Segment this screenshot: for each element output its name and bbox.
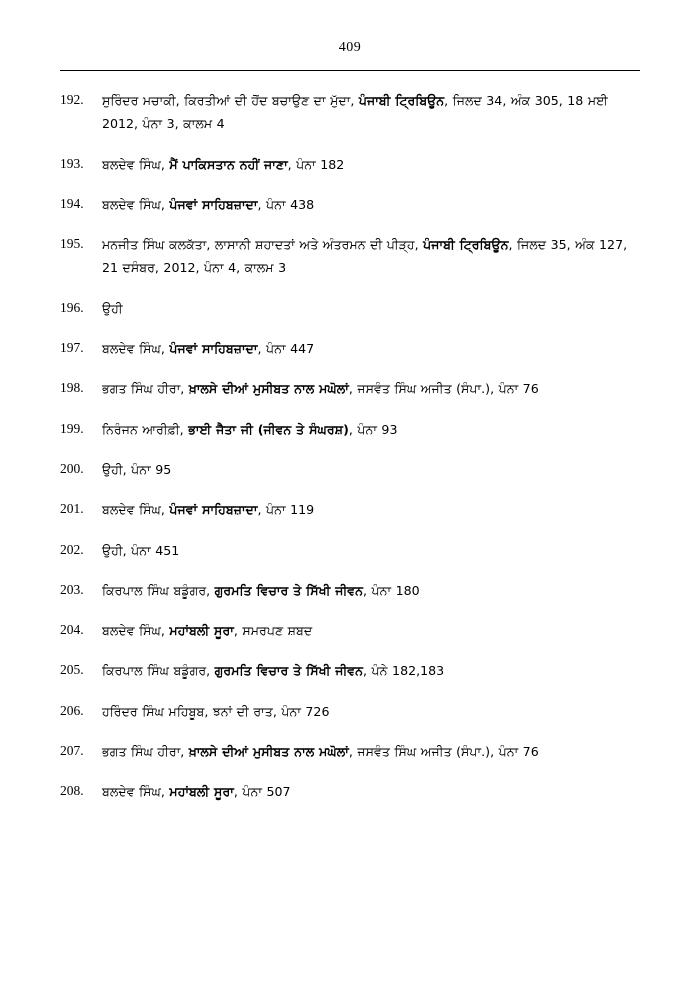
endnote-number: 206. xyxy=(60,702,84,718)
endnote-number: 198. xyxy=(60,380,84,396)
endnote-entry xyxy=(60,193,640,216)
endnote-entry xyxy=(60,498,640,521)
endnote-text: ਸੁਰਿੰਦਰ ਮਚਾਕੀ, ਕਿਰਤੀਆਂ ਦੀ ਹੋਂਦ ਬਚਾਉਣ ਦਾ ਮੁੱਦਾ, ਪੰਜਾਬੀ ਟ੍ਰਿਬਿਊਨ, ਜਿਲਦ 34, ਅੰਕ 305, 18 ਮਈ 2012, ਪੰਨਾ 3, ਕਾਲਮ 4 xyxy=(102,93,608,132)
endnote-number: 192. xyxy=(60,92,84,107)
endnote-number: 208. xyxy=(60,783,84,799)
endnote-text: ਬਲਦੇਵ ਸਿੰਘ, ਪੰਜਵਾਂ ਸਾਹਿਬਜ਼ਾਦਾ, ਪੰਨਾ 438 xyxy=(102,196,315,212)
endnote-text: ਹਰਿੰਦਰ ਸਿੰਘ ਮਹਿਬੂਬ, ਝਨਾਂ ਦੀ ਰਾਤ, ਪੰਨਾ 726 xyxy=(102,703,330,719)
endnote-number: 205. xyxy=(60,662,84,678)
endnote-number: 203. xyxy=(60,581,84,597)
endnote-number: 199. xyxy=(60,420,84,436)
endnote-number: 202. xyxy=(60,541,84,557)
endnote-entry xyxy=(60,659,640,682)
endnote-entry xyxy=(60,297,640,320)
endnote-entry xyxy=(60,619,640,642)
endnote-text: ਕਿਰਪਾਲ ਸਿੰਘ ਬਡੂੰਗਰ, ਗੁਰਮਤਿ ਵਿਚਾਰ ਤੇ ਸਿੱਖੀ ਜੀਵਨ, ਪੰਨੇ 182,183 xyxy=(102,663,445,679)
endnote-entry xyxy=(60,233,640,280)
endnote-number: 195. xyxy=(60,236,84,252)
endnote-text: ਉਹੀ xyxy=(102,300,123,316)
endnote-number: 196. xyxy=(60,299,84,315)
endnote-number: 194. xyxy=(60,195,84,211)
endnote-entry xyxy=(60,377,640,400)
endnote-text: ਬਲਦੇਵ ਸਿੰਘ, ਪੰਜਵਾਂ ਸਾਹਿਬਜ਼ਾਦਾ, ਪੰਨਾ 447 xyxy=(102,341,315,357)
endnote-number: 193. xyxy=(60,155,84,171)
endnote-entry xyxy=(60,89,640,136)
endnote-text: ਮਨਜੀਤ ਸਿੰਘ ਕਲਕੱਤਾ, ਲਾਸਾਨੀ ਸ਼ਹਾਦਤਾਂ ਅਤੇ ਅੰਤਰਮਨ ਦੀ ਪੀੜ੍ਹ, ਪੰਜਾਬੀ ਟ੍ਰਿਬਿਊਨ, ਜਿਲਦ 35, ਅੰਕ 127, 21 ਦਸੰਬਰ, 2012, ਪੰਨਾ 4, ਕਾਲਮ 3 xyxy=(102,237,628,276)
endnote-number: 200. xyxy=(60,460,84,476)
endnote-number: 207. xyxy=(60,743,84,759)
endnote-entry xyxy=(60,539,640,562)
endnote-entry xyxy=(60,458,640,481)
endnote-entry xyxy=(60,700,640,723)
endnote-number: 197. xyxy=(60,340,84,356)
endnote-text: ਬਲਦੇਵ ਸਿੰਘ, ਮਹਾਂਬਲੀ ਸੂਰਾ, ਸਮਰਪਣ ਸ਼ਬਦ xyxy=(102,623,313,639)
endnote-entry xyxy=(60,740,640,763)
endnote-entry xyxy=(60,337,640,360)
endnote-text: ਭਗਤ ਸਿੰਘ ਹੀਰਾ, ਖ਼ਾਲਸੇ ਦੀਆਂ ਮੁਸੀਬਤ ਨਾਲ ਮਘੋਲਾਂ, ਜਸਵੰਤ ਸਿੰਘ ਅਜੀਤ (ਸੰਪਾ.), ਪੰਨਾ 76 xyxy=(102,381,539,397)
endnote-text: ਬਲਦੇਵ ਸਿੰਘ, ਮਹਾਂਬਲੀ ਸੂਰਾ, ਪੰਨਾ 507 xyxy=(102,784,291,800)
endnote-text: ਕਿਰਪਾਲ ਸਿੰਘ ਬਡੂੰਗਰ, ਗੁਰਮਤਿ ਵਿਚਾਰ ਤੇ ਸਿੱਖੀ ਜੀਵਨ, ਪੰਨਾ 180 xyxy=(102,582,420,598)
endnote-number: 201. xyxy=(60,501,84,517)
endnote-text: ਬਲਦੇਵ ਸਿੰਘ, ਪੰਜਵਾਂ ਸਾਹਿਬਜ਼ਾਦਾ, ਪੰਨਾ 119 xyxy=(102,502,315,518)
endnote-text: ਭਗਤ ਸਿੰਘ ਹੀਰਾ, ਖ਼ਾਲਸੇ ਦੀਆਂ ਮੁਸੀਬਤ ਨਾਲ ਮਘੋਲਾਂ, ਜਸਵੰਤ ਸਿੰਘ ਅਜੀਤ (ਸੰਪਾ.), ਪੰਨਾ 76 xyxy=(102,744,539,760)
page-number: 409 xyxy=(338,40,362,55)
endnote-text: ਉਹੀ, ਪੰਨਾ 451 xyxy=(102,542,180,558)
endnote-entry xyxy=(60,418,640,441)
endnote-text: ਬਲਦੇਵ ਸਿੰਘ, ਮੈਂ ਪਾਕਿਸਤਾਨ ਨਹੀਂ ਜਾਣਾ, ਪੰਨਾ 182 xyxy=(102,156,345,172)
endnote-number: 204. xyxy=(60,622,84,638)
endnote-text: ਉਹੀ, ਪੰਨਾ 95 xyxy=(102,461,172,477)
endnote-text: ਨਿਰੰਜਨ ਆਰੀਫ਼ੀ, ਭਾਈ ਜੈਤਾ ਜੀ (ਜੀਵਨ ਤੇ ਸੰਘਰਸ਼), ਪੰਨਾ 93 xyxy=(102,421,398,437)
endnote-entry xyxy=(60,579,640,602)
endnote-entry xyxy=(60,780,640,803)
endnote-entry xyxy=(60,153,640,176)
endnote-list xyxy=(60,71,640,804)
